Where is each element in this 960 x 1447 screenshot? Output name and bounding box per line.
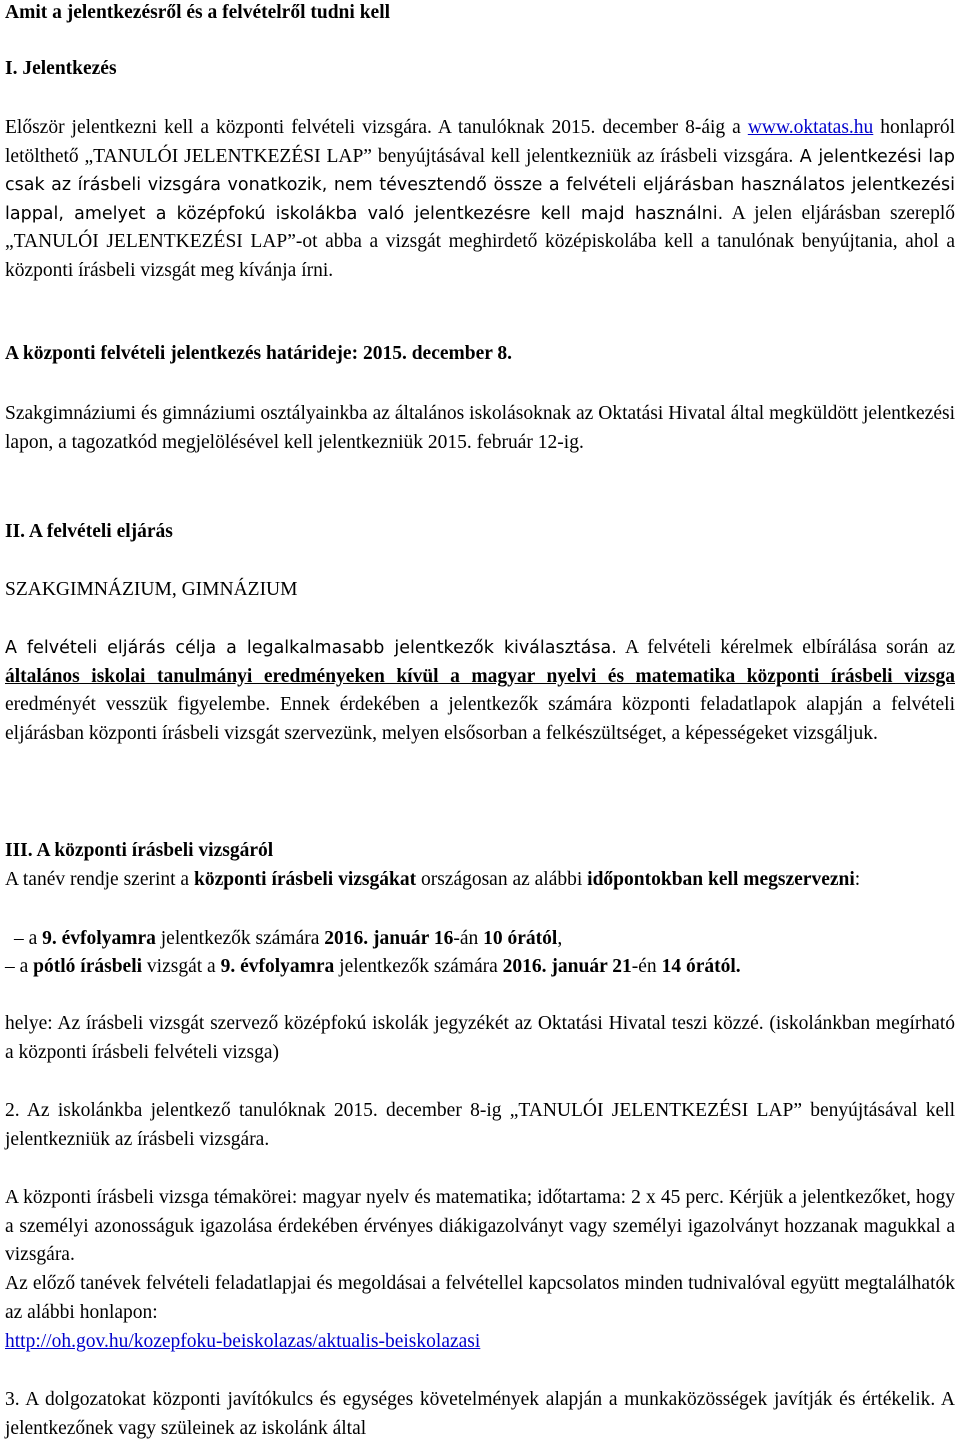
item1-time: 10 órától [483, 928, 558, 949]
item2-makeup: pótló írásbeli [33, 956, 143, 977]
item1-text-1: – a [14, 928, 43, 949]
section-3-heading: III. A központi írásbeli vizsgáról [5, 840, 274, 861]
oh-gov-link[interactable]: http://oh.gov.hu/kozepfoku-beiskolazas/aktualis-beiskolazasi [5, 1331, 481, 1352]
section-2-emphasis: általános iskolai tanulmányi eredményeken kívül a magyar nyelvi és matematika központi írásbeli vizsga [5, 665, 955, 687]
exam-date-item-1 [14, 925, 562, 954]
section-3-paragraph-5: 3. A dolgozatokat központi javítókulcs és egységes követelmények alapján a munkaközösségek javítják és értékelik. A jelentkezőnek vagy szüleinek az iskolánk által [5, 1389, 955, 1439]
item2-time: 14 órától. [661, 956, 741, 977]
section-1-text-a: Először jelentkezni kell a központi felvételi vizsgára. A tanulóknak 2015. december 8-áig a [5, 117, 748, 138]
intro-text-3: országosan az alábbi [416, 869, 588, 890]
location-text: Az írásbeli vizsgát szervező középfokú iskolák jegyzékét az Oktatási Hivatal teszi közzé. (iskolánkban megírható a központi írásbeli felvételi vizsga) [5, 1013, 955, 1063]
item1-text-7: , [557, 928, 563, 949]
section-2-text-b: A felvételi kérelmek elbírálása során az [616, 637, 955, 658]
page-title: Amit a jelentkezésről és a felvételről tudni kell [5, 2, 391, 23]
item1-date: 2016. január 16 [324, 928, 454, 949]
intro-text-2: központi írásbeli vizsgákat [193, 869, 417, 890]
intro-text-4: időpontokban kell megszervezni [587, 869, 855, 890]
item2-date: 2016. január 21 [502, 956, 632, 977]
item1-text-5: -án [453, 928, 484, 949]
deadline-notice: A központi felvételi jelentkezés határideje: 2015. december 8. [5, 343, 513, 364]
item2-text-5: jelentkezők számára [334, 956, 503, 977]
section-3-paragraph-2: 2. Az iskolánkba jelentkező tanulóknak 2015. december 8-ig „TANULÓI JELENTKEZÉSI LAP” benyújtásával kell jelentkezniük az írásbeli vizsgára. [5, 1100, 955, 1150]
location-label: helye: [5, 1013, 53, 1034]
intro-text-5: : [854, 869, 861, 890]
item2-grade: 9. évfolyamra [220, 956, 335, 977]
section-1-text-b: honlapról letölthető „TANULÓI JELENTKEZÉSI LAP” benyújtásával kell jelentkezniük az írásbeli vizsgára. [5, 117, 956, 167]
oktatas-link[interactable]: www.oktatas.hu [747, 117, 874, 138]
section-1-text-c: A jelentkezési lap csak az írásbeli vizsgára vonatkozik, nem tévesztendő össze a felvételi eljárásban használatos jelentkezési lappal, amelyet a középfokú iskolákba való jelentkezésre kell majd használni. [5, 146, 955, 224]
section-1-paragraph-2: Szakgimnáziumi és gimnáziumi osztályainkba az általános iskolásoknak az Oktatási Hivatal által megküldött jelentkezési lapon, a tagozatkód megjelölésével kell jelentkezniük 2015. február 12-ig. [5, 403, 955, 453]
section-1-heading: I. Jelentkezés [5, 58, 117, 79]
intro-text-1: A tanév rendje szerint a [5, 869, 194, 890]
section-2-paragraph [5, 634, 955, 748]
section-3-link-line [5, 1328, 955, 1357]
item1-text-3: jelentkezők számára [155, 928, 325, 949]
section-3-intro [5, 866, 955, 895]
section-2-text-d: eredményét vesszük figyelembe. Ennek érdekében a jelentkezők számára központi feladatlapok alapján a felvételi eljárásban központi írásbeli vizsgát szervezünk, melyen elsősorban a felkészültséget, a képességeket vizsgáljuk. [5, 694, 955, 744]
section-2-text-a: A felvételi eljárás célja a legalkalmasabb jelentkezők kiválasztása. [5, 638, 617, 658]
item2-text-1: – a [5, 956, 34, 977]
item2-text-3: vizsgát a [142, 956, 221, 977]
section-2-heading: II. A felvételi eljárás [5, 521, 173, 542]
exam-location [5, 1010, 955, 1067]
item1-grade: 9. évfolyamra [42, 928, 156, 949]
section-1-paragraph [5, 114, 955, 285]
section-2-subheading: SZAKGIMNÁZIUM, GIMNÁZIUM [5, 579, 298, 600]
section-3-paragraph-3: A központi írásbeli vizsga témakörei: magyar nyelv és matematika; időtartama: 2 x 45 perc. Kérjük a jelentkezőket, hogy a személyi azonosságuk igazolása érdekében érvényes diákigazolványt vagy személyi igazolványt hozzanak magukkal a vizsgára. [5, 1187, 955, 1265]
item2-text-7: -én [631, 956, 662, 977]
exam-date-item-2 [5, 953, 741, 982]
section-1-text-d: A jelen eljárásban szereplő „TANULÓI JELENTKEZÉSI LAP”-ot abba a vizsgát meghirdető középiskolába kell a tanulónak benyújtania, ahol a központi írásbeli vizsgát meg kívánja írni. [5, 202, 955, 281]
section-3-paragraph-4: Az előző tanévek felvételi feladatlapjai és megoldásai a felvétellel kapcsolatos minden tudnivalóval együtt megtalálhatók az alábbi honlapon: [5, 1273, 955, 1323]
